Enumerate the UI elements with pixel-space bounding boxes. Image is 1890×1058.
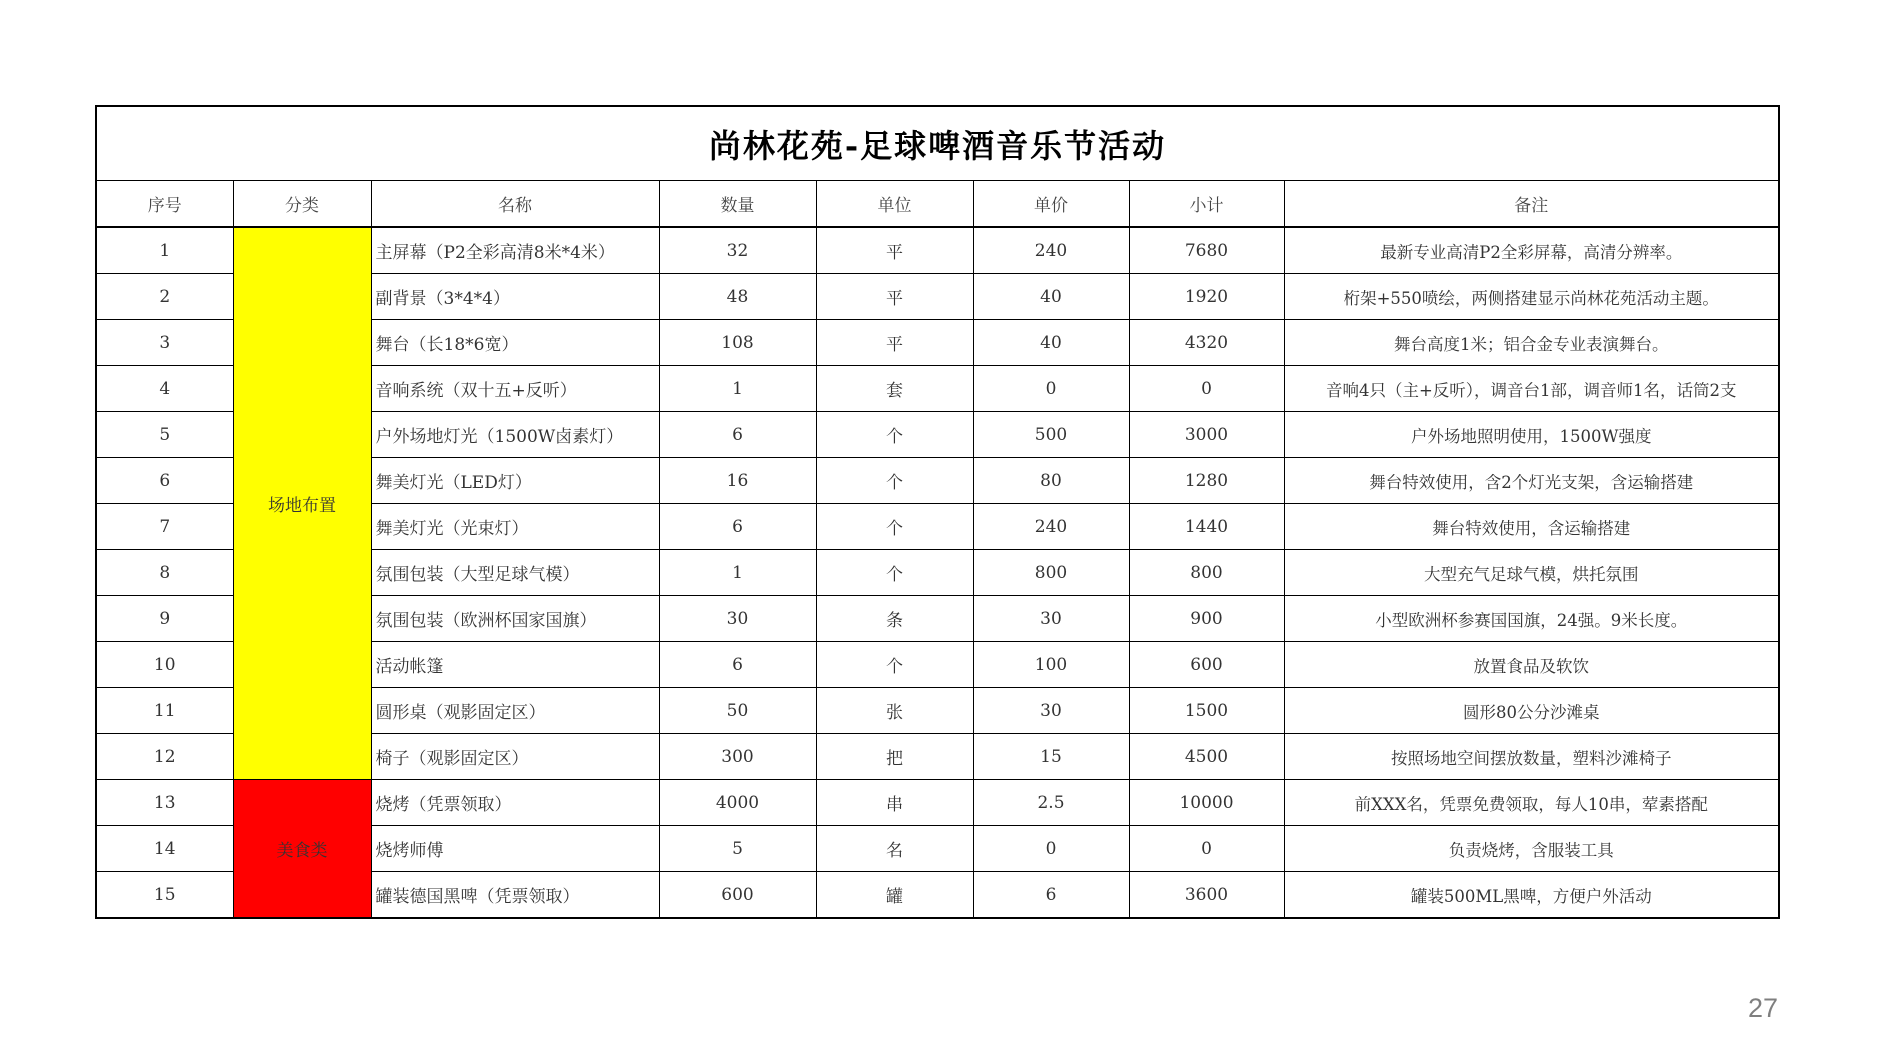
budget-table [95, 105, 1780, 919]
table-row [96, 227, 1779, 274]
item-quantity: 48 [659, 274, 816, 320]
item-name: 主屏幕（P2全彩高清8米*4米） [371, 227, 659, 274]
item-unit: 个 [816, 504, 973, 550]
item-quantity: 32 [659, 227, 816, 274]
item-note: 户外场地照明使用，1500W强度 [1284, 412, 1779, 458]
item-name: 舞美灯光（光束灯） [371, 504, 659, 550]
header-row [96, 181, 1779, 228]
item-note: 桁架+550喷绘，两侧搭建显示尚林花苑活动主题。 [1284, 274, 1779, 320]
item-unit: 个 [816, 412, 973, 458]
header-notes: 备注 [1284, 181, 1779, 228]
header-name: 名称 [371, 181, 659, 228]
item-unit-price: 800 [973, 550, 1129, 596]
item-unit-price: 6 [973, 872, 1129, 919]
item-quantity: 6 [659, 412, 816, 458]
item-name: 罐装德国黑啤（凭票领取） [371, 872, 659, 919]
item-quantity: 1 [659, 550, 816, 596]
item-unit: 罐 [816, 872, 973, 919]
row-number: 9 [96, 596, 233, 642]
item-name: 活动帐篷 [371, 642, 659, 688]
item-subtotal: 0 [1129, 826, 1284, 872]
item-note: 按照场地空间摆放数量，塑料沙滩椅子 [1284, 734, 1779, 780]
item-quantity: 6 [659, 504, 816, 550]
item-unit-price: 15 [973, 734, 1129, 780]
item-note: 圆形80公分沙滩桌 [1284, 688, 1779, 734]
item-name: 圆形桌（观影固定区） [371, 688, 659, 734]
item-subtotal: 4320 [1129, 320, 1284, 366]
item-name: 户外场地灯光（1500W卤素灯） [371, 412, 659, 458]
item-note: 负责烧烤，含服装工具 [1284, 826, 1779, 872]
item-subtotal: 7680 [1129, 227, 1284, 274]
row-number: 7 [96, 504, 233, 550]
item-unit: 个 [816, 642, 973, 688]
item-note: 小型欧洲杯参赛国国旗，24强。9米长度。 [1284, 596, 1779, 642]
item-unit-price: 40 [973, 274, 1129, 320]
header-unit-price: 单价 [973, 181, 1129, 228]
row-number: 1 [96, 227, 233, 274]
item-unit-price: 40 [973, 320, 1129, 366]
category-cell: 美食类 [233, 780, 371, 919]
item-name: 烧烤师傅 [371, 826, 659, 872]
item-unit-price: 100 [973, 642, 1129, 688]
item-subtotal: 600 [1129, 642, 1284, 688]
item-unit: 套 [816, 366, 973, 412]
item-note: 罐装500ML黑啤，方便户外活动 [1284, 872, 1779, 919]
item-unit-price: 240 [973, 227, 1129, 274]
item-subtotal: 4500 [1129, 734, 1284, 780]
title-row [96, 106, 1779, 181]
item-name: 氛围包装（大型足球气模） [371, 550, 659, 596]
header-no: 序号 [96, 181, 233, 228]
item-quantity: 300 [659, 734, 816, 780]
item-unit: 个 [816, 550, 973, 596]
row-number: 11 [96, 688, 233, 734]
item-unit-price: 0 [973, 366, 1129, 412]
item-unit: 条 [816, 596, 973, 642]
row-number: 5 [96, 412, 233, 458]
item-note: 舞台特效使用，含2个灯光支架，含运输搭建 [1284, 458, 1779, 504]
item-note: 音响4只（主+反听），调音台1部，调音师1名，话筒2支 [1284, 366, 1779, 412]
item-quantity: 16 [659, 458, 816, 504]
item-name: 副背景（3*4*4） [371, 274, 659, 320]
header-category: 分类 [233, 181, 371, 228]
item-note: 前XXX名，凭票免费领取，每人10串，荤素搭配 [1284, 780, 1779, 826]
item-note: 舞台高度1米；铝合金专业表演舞台。 [1284, 320, 1779, 366]
item-subtotal: 1500 [1129, 688, 1284, 734]
row-number: 12 [96, 734, 233, 780]
item-subtotal: 900 [1129, 596, 1284, 642]
row-number: 15 [96, 872, 233, 919]
item-quantity: 50 [659, 688, 816, 734]
row-number: 4 [96, 366, 233, 412]
item-unit-price: 240 [973, 504, 1129, 550]
item-unit: 平 [816, 320, 973, 366]
item-name: 音响系统（双十五+反听） [371, 366, 659, 412]
row-number: 6 [96, 458, 233, 504]
item-note: 舞台特效使用，含运输搭建 [1284, 504, 1779, 550]
item-quantity: 108 [659, 320, 816, 366]
item-unit-price: 80 [973, 458, 1129, 504]
item-unit: 平 [816, 274, 973, 320]
item-note: 大型充气足球气模，烘托氛围 [1284, 550, 1779, 596]
item-unit-price: 30 [973, 688, 1129, 734]
category-cell: 场地布置 [233, 227, 371, 780]
item-unit: 平 [816, 227, 973, 274]
table-title: 尚林花苑-足球啤酒音乐节活动 [96, 106, 1779, 181]
item-unit: 把 [816, 734, 973, 780]
table-row [96, 780, 1779, 826]
item-name: 烧烤（凭票领取） [371, 780, 659, 826]
budget-table-container [95, 105, 1778, 919]
item-quantity: 5 [659, 826, 816, 872]
row-number: 8 [96, 550, 233, 596]
item-subtotal: 1920 [1129, 274, 1284, 320]
row-number: 3 [96, 320, 233, 366]
item-quantity: 6 [659, 642, 816, 688]
row-number: 13 [96, 780, 233, 826]
item-subtotal: 10000 [1129, 780, 1284, 826]
item-subtotal: 3600 [1129, 872, 1284, 919]
row-number: 10 [96, 642, 233, 688]
item-subtotal: 1440 [1129, 504, 1284, 550]
item-unit: 串 [816, 780, 973, 826]
item-subtotal: 1280 [1129, 458, 1284, 504]
item-name: 舞美灯光（LED灯） [371, 458, 659, 504]
item-quantity: 30 [659, 596, 816, 642]
row-number: 14 [96, 826, 233, 872]
item-name: 氛围包装（欧洲杯国家国旗） [371, 596, 659, 642]
item-name: 椅子（观影固定区） [371, 734, 659, 780]
item-unit: 名 [816, 826, 973, 872]
item-unit: 张 [816, 688, 973, 734]
item-subtotal: 800 [1129, 550, 1284, 596]
item-quantity: 600 [659, 872, 816, 919]
item-subtotal: 3000 [1129, 412, 1284, 458]
item-quantity: 1 [659, 366, 816, 412]
page-number: 27 [1747, 993, 1778, 1023]
row-number: 2 [96, 274, 233, 320]
item-unit: 个 [816, 458, 973, 504]
item-unit-price: 500 [973, 412, 1129, 458]
header-unit: 单位 [816, 181, 973, 228]
item-unit-price: 0 [973, 826, 1129, 872]
item-unit-price: 30 [973, 596, 1129, 642]
header-quantity: 数量 [659, 181, 816, 228]
item-name: 舞台（长18*6宽） [371, 320, 659, 366]
item-quantity: 4000 [659, 780, 816, 826]
header-subtotal: 小计 [1129, 181, 1284, 228]
item-note: 放置食品及软饮 [1284, 642, 1779, 688]
item-unit-price: 2.5 [973, 780, 1129, 826]
item-subtotal: 0 [1129, 366, 1284, 412]
item-note: 最新专业高清P2全彩屏幕，高清分辨率。 [1284, 227, 1779, 274]
